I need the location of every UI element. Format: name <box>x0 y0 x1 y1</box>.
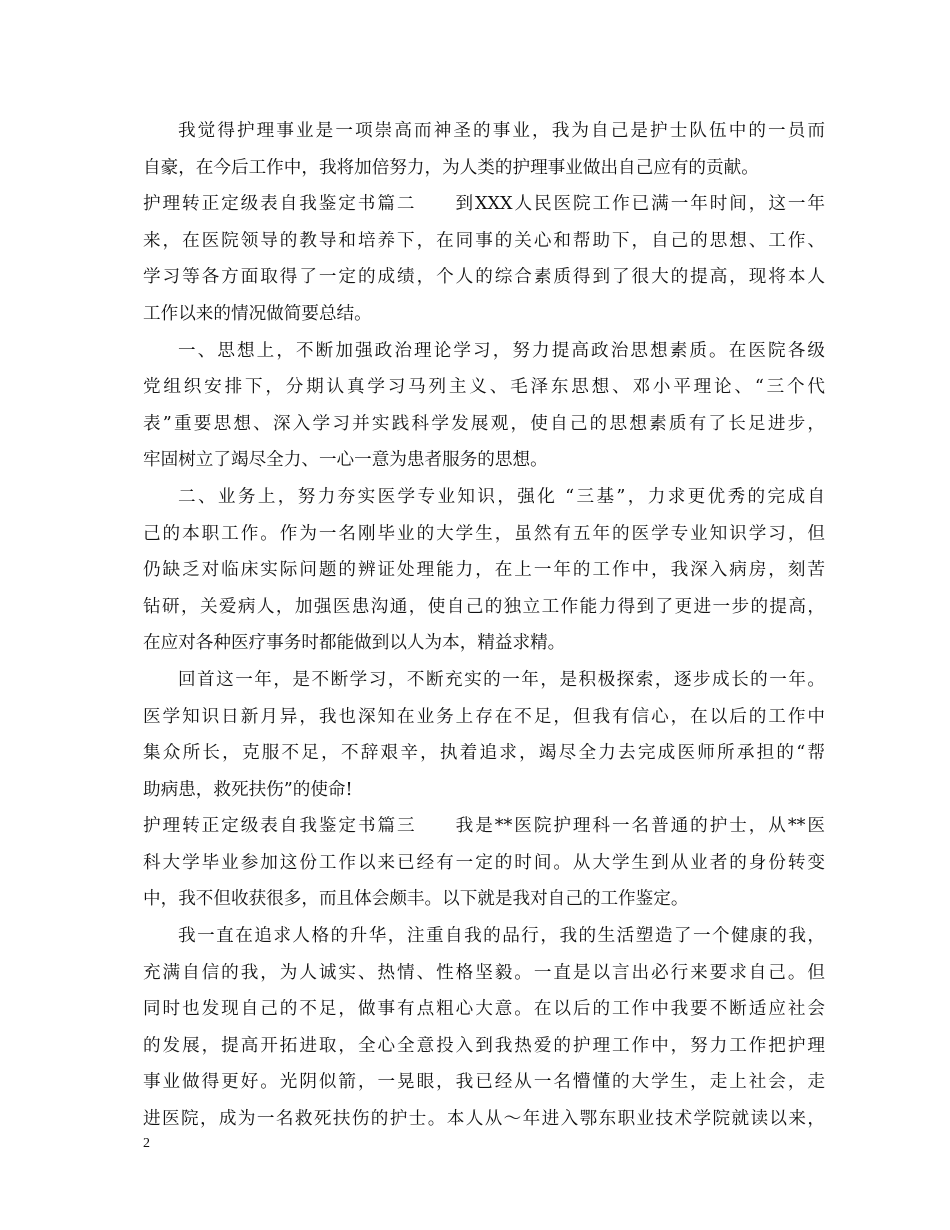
text-line: 护理转正定级表自我鉴定书篇二 到XXX人民医院工作已满一年时间，这一年 <box>143 194 825 215</box>
text-line: 学习等各方面取得了一定的成绩，个人的综合素质得到了很大的提高，现将本人 <box>143 267 825 288</box>
text-line: 集众所长，克服不足，不辞艰辛，执着追求，竭尽全力去完成医师所承担的“帮 <box>143 743 825 764</box>
text-line: 护理转正定级表自我鉴定书篇三 我是**医院护理科一名普通的护士，从**医 <box>143 816 825 837</box>
text-line: 回首这一年，是不断学习，不断充实的一年，是积极探索，逐步成长的一年。 <box>178 669 825 690</box>
text-line: 的发展，提高开拓进取，全心全意投入到我热爱的护理工作中，努力工作把护理 <box>143 1035 825 1056</box>
text-line: 党组织安排下，分期认真学习马列主义、毛泽东思想、邓小平理论、“三个代 <box>143 377 825 398</box>
text-line: 工作以来的情况做简要总结。 <box>143 303 372 324</box>
text-line: 事业做得更好。光阴似箭，一晃眼，我已经从一名懵懂的大学生，走上社会，走 <box>143 1072 825 1093</box>
text-line: 科大学毕业参加这份工作以来已经有一定的时间。从大学生到从业者的身份转变 <box>143 852 825 873</box>
text-line: 同时也发现自己的不足，做事有点粗心大意。在以后的工作中我要不断适应社会 <box>143 999 825 1020</box>
text-line: 在应对各种医疗事务时都能做到以人为本，精益求精。 <box>143 633 566 654</box>
text-line: 我一直在追求人格的升华，注重自我的品行，我的生活塑造了一个健康的我， <box>178 926 825 947</box>
text-line: 自豪，在今后工作中，我将加倍努力，为人类的护理事业做出自己应有的贡献。 <box>143 157 759 178</box>
text-line: 仍缺乏对临床实际问题的辨证处理能力，在上一年的工作中，我深入病房，刻苦 <box>143 560 825 581</box>
text-line: 医学知识日新月异，我也深知在业务上存在不足，但我有信心，在以后的工作中 <box>143 706 825 727</box>
text-line: 进医院，成为一名救死扶伤的护士。本人从～年进入鄂东职业技术学院就读以来， <box>143 1109 825 1130</box>
text-line: 我觉得护理事业是一项崇高而神圣的事业，我为自己是护士队伍中的一员而 <box>178 121 825 141</box>
text-line: 牢固树立了竭尽全力、一心一意为患者服务的思想。 <box>143 450 548 471</box>
text-line: 来，在医院领导的教导和培养下，在同事的关心和帮助下，自己的思想、工作、 <box>143 230 825 251</box>
page-number: 2 <box>143 1136 150 1151</box>
text-line: 己的本职工作。作为一名刚毕业的大学生，虽然有五年的医学专业知识学习，但 <box>143 523 825 544</box>
text-line: 中，我不但收获很多，而且体会颇丰。以下就是我对自己的工作鉴定。 <box>143 889 689 910</box>
text-line: 一、思想上，不断加强政治理论学习，努力提高政治思想素质。在医院各级 <box>178 340 825 361</box>
text-line: 助病患，救死扶伤”的使命! <box>143 779 353 800</box>
text-line: 充满自信的我，为人诚实、热情、性格坚毅。一直是以言出必行来要求自己。但 <box>143 962 825 983</box>
text-line: 钻研，关爱病人，加强医患沟通，使自己的独立工作能力得到了更进一步的提高， <box>143 596 825 617</box>
text-line: 二、业务上，努力夯实医学专业知识，强化 “三基”，力求更优秀的完成自 <box>178 486 825 507</box>
text-line: 表”重要思想、深入学习并实践科学发展观，使自己的思想素质有了长足进步， <box>143 413 825 434</box>
document-body <box>143 113 825 1138</box>
